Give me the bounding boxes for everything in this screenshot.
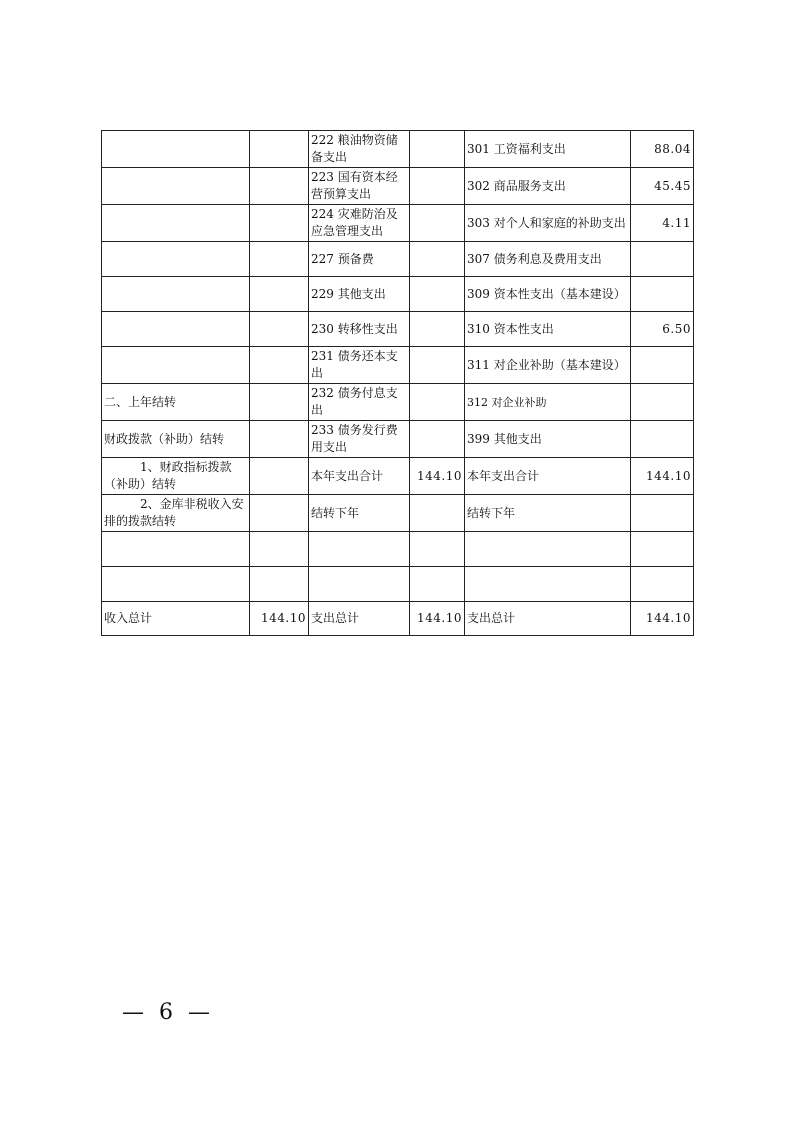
economic-expense-cell: 301 工资福利支出: [465, 131, 631, 168]
table-row: [102, 131, 694, 168]
economic-expense-cell: 399 其他支出: [465, 421, 631, 458]
income-total-value: 144.10: [250, 602, 309, 636]
page-number: — 6 —: [122, 1000, 214, 1025]
income-amount-cell: [250, 312, 309, 347]
table-row: [102, 168, 694, 205]
function-expense-cell: 本年支出合计: [309, 458, 410, 495]
table-row: [102, 205, 694, 242]
economic-amount-cell: [631, 495, 694, 532]
function-expense-total-value: 144.10: [410, 602, 465, 636]
economic-amount-cell: [631, 421, 694, 458]
function-expense-cell: 227 预备费: [309, 242, 410, 277]
income-item-cell: [102, 168, 250, 205]
economic-amount-cell: 4.11: [631, 205, 694, 242]
income-item-cell: [102, 312, 250, 347]
function-expense-total-label: 支出总计: [309, 602, 410, 636]
function-expense-cell: 230 转移性支出: [309, 312, 410, 347]
function-expense-cell: 231 债务还本支出: [309, 347, 410, 384]
income-amount-cell: [250, 567, 309, 602]
function-amount-cell: [410, 131, 465, 168]
economic-amount-cell: 45.45: [631, 168, 694, 205]
economic-amount-cell: [631, 567, 694, 602]
table-row: [102, 495, 694, 532]
function-amount-cell: [410, 168, 465, 205]
function-amount-cell: [410, 277, 465, 312]
income-amount-cell: [250, 421, 309, 458]
table-row: [102, 242, 694, 277]
income-item-cell: 二、上年结转: [102, 384, 250, 421]
economic-expense-cell: 307 债务利息及费用支出: [465, 242, 631, 277]
income-item-cell: 2、金库非税收入安排的拨款结转: [102, 495, 250, 532]
economic-amount-cell: [631, 277, 694, 312]
economic-expense-cell: [465, 532, 631, 567]
economic-amount-cell: 88.04: [631, 131, 694, 168]
function-amount-cell: [410, 567, 465, 602]
income-item-cell: [102, 242, 250, 277]
income-item-cell: 1、财政指标拨款（补助）结转: [102, 458, 250, 495]
function-expense-cell: [309, 532, 410, 567]
economic-expense-cell: 本年支出合计: [465, 458, 631, 495]
income-item-cell: 财政拨款（补助）结转: [102, 421, 250, 458]
economic-amount-cell: [631, 347, 694, 384]
function-expense-cell: 232 债务付息支出: [309, 384, 410, 421]
table-row: [102, 567, 694, 602]
income-amount-cell: [250, 458, 309, 495]
function-amount-cell: [410, 347, 465, 384]
function-amount-cell: [410, 312, 465, 347]
table-row: [102, 421, 694, 458]
income-amount-cell: [250, 242, 309, 277]
economic-amount-cell: [631, 242, 694, 277]
economic-expense-total-value: 144.10: [631, 602, 694, 636]
economic-expense-cell: 结转下年: [465, 495, 631, 532]
function-amount-cell: [410, 532, 465, 567]
table-row: [102, 277, 694, 312]
function-amount-cell: [410, 495, 465, 532]
income-amount-cell: [250, 168, 309, 205]
economic-expense-cell: 311 对企业补助（基本建设）: [465, 347, 631, 384]
economic-amount-cell: 144.10: [631, 458, 694, 495]
economic-expense-cell: 310 资本性支出: [465, 312, 631, 347]
function-expense-cell: 224 灾难防治及应急管理支出: [309, 205, 410, 242]
table-row: [102, 458, 694, 495]
income-item-cell: [102, 205, 250, 242]
table-row-totals: [102, 602, 694, 636]
economic-amount-cell: [631, 384, 694, 421]
function-amount-cell: [410, 421, 465, 458]
function-expense-cell: 222 粮油物资储备支出: [309, 131, 410, 168]
economic-amount-cell: [631, 532, 694, 567]
income-item-cell: [102, 131, 250, 168]
function-expense-cell: 223 国有资本经营预算支出: [309, 168, 410, 205]
income-amount-cell: [250, 384, 309, 421]
income-amount-cell: [250, 131, 309, 168]
function-expense-cell: 结转下年: [309, 495, 410, 532]
table-row: [102, 312, 694, 347]
table-row: [102, 347, 694, 384]
income-amount-cell: [250, 495, 309, 532]
table-row: [102, 384, 694, 421]
income-amount-cell: [250, 347, 309, 384]
function-expense-cell: 229 其他支出: [309, 277, 410, 312]
income-amount-cell: [250, 532, 309, 567]
income-item-cell: [102, 347, 250, 384]
economic-expense-cell: 309 资本性支出（基本建设）: [465, 277, 631, 312]
function-amount-cell: [410, 384, 465, 421]
income-item-cell: [102, 567, 250, 602]
income-amount-cell: [250, 205, 309, 242]
function-amount-cell: 144.10: [410, 458, 465, 495]
table-row: [102, 532, 694, 567]
function-amount-cell: [410, 205, 465, 242]
economic-expense-cell: 302 商品服务支出: [465, 168, 631, 205]
income-item-cell: [102, 277, 250, 312]
economic-expense-cell: [465, 567, 631, 602]
function-expense-cell: [309, 567, 410, 602]
economic-expense-total-label: 支出总计: [465, 602, 631, 636]
budget-table: [101, 130, 694, 636]
function-amount-cell: [410, 242, 465, 277]
function-expense-cell: 233 债务发行费用支出: [309, 421, 410, 458]
income-item-cell: [102, 532, 250, 567]
income-total-label: 收入总计: [102, 602, 250, 636]
economic-amount-cell: 6.50: [631, 312, 694, 347]
economic-expense-cell: 312 对企业补助: [465, 384, 631, 421]
income-amount-cell: [250, 277, 309, 312]
economic-expense-cell: 303 对个人和家庭的补助支出: [465, 205, 631, 242]
